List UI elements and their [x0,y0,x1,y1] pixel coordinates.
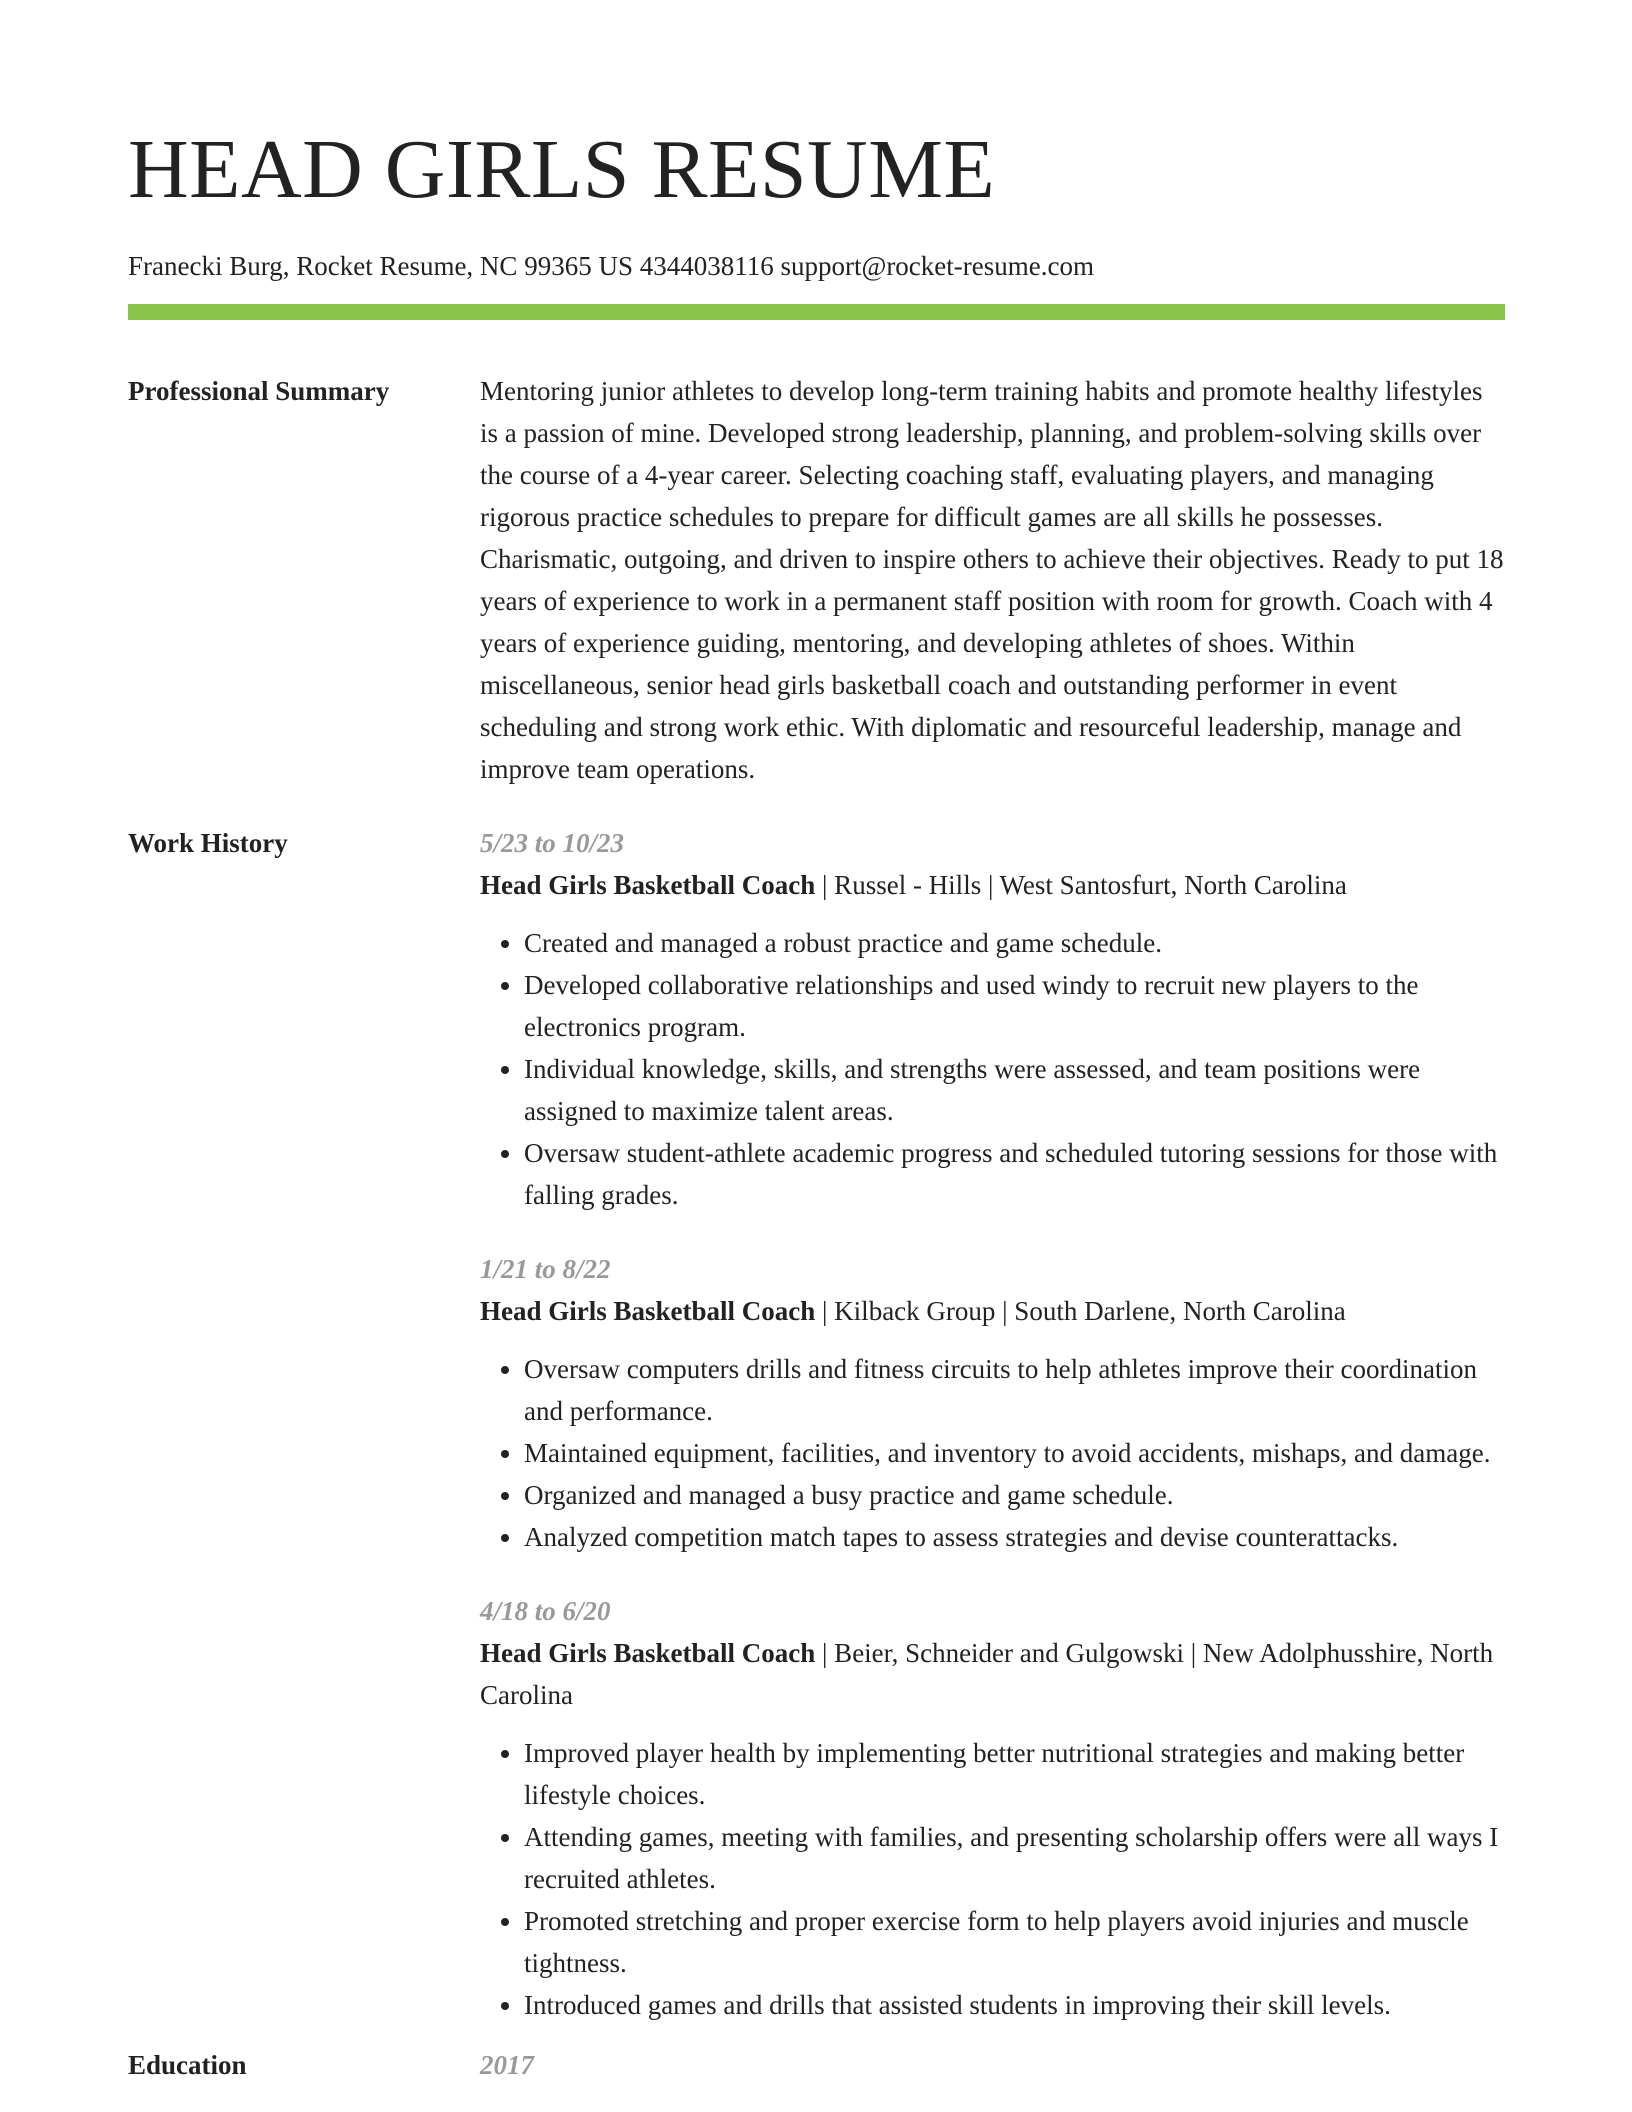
summary-body [480,370,1505,790]
education-section [128,2044,1505,2086]
job-bullet: • Maintained equipment, facilities, and inventory to avoid accidents, mishaps, and damage. [524,1432,1505,1474]
job-title-line [480,1290,1505,1332]
job-entry [480,822,1505,1216]
job-dates: 5/23 to 10/23 [480,828,625,858]
job-role: Head Girls Basketball Coach [480,1296,816,1326]
education-dates: 2017 [480,2050,534,2080]
job-bullet: • Introduced games and drills that assisted students in improving their skill levels. [524,1984,1505,2026]
job-dates: 4/18 to 6/20 [480,1596,611,1626]
section-heading-work-history: Work History [128,828,288,858]
professional-summary-section [128,370,1505,790]
resume-page [128,0,1505,2086]
job-role: Head Girls Basketball Coach [480,870,816,900]
job-entry [480,1248,1505,1558]
job-dates: 1/21 to 8/22 [480,1254,611,1284]
section-heading-education: Education [128,2050,247,2080]
job-bullet: • Attending games, meeting with families, and presenting scholarship offers were all ways I recruited athletes. [524,1816,1505,1900]
resume-title: HEAD GIRLS RESUME [128,123,996,216]
job-bullets [480,922,1505,1216]
accent-divider [128,304,1505,320]
job-bullet: • Created and managed a robust practice and game schedule. [524,922,1505,964]
work-history-body [480,822,1505,2026]
job-employer-location: | Russel - Hills | West Santosfurt, North Carolina [815,870,1347,900]
job-employer-location: | Beier, Schneider and Gulgowski | New Adolphusshire, North Carolina [480,1638,1494,1710]
contact-line: Franecki Burg, Rocket Resume, NC 99365 US 4344038116 support@rocket-resume.com [128,251,1094,281]
job-title-line [480,864,1505,906]
education-body [480,2044,1505,2086]
job-bullet: • Analyzed competition match tapes to assess strategies and devise counterattacks. [524,1516,1505,1558]
job-bullet: • Developed collaborative relationships and used windy to recruit new players to the electronics program. [524,964,1505,1048]
job-bullet: • Organized and managed a busy practice and game schedule. [524,1474,1505,1516]
job-bullet: • Improved player health by implementing better nutritional strategies and making better lifestyle choices. [524,1732,1505,1816]
job-bullets [480,1732,1505,2026]
job-bullet: • Promoted stretching and proper exercise form to help players avoid injuries and muscle tightness. [524,1900,1505,1984]
section-heading-summary: Professional Summary [128,376,390,406]
job-entry [480,1590,1505,2026]
job-role: Head Girls Basketball Coach [480,1638,816,1668]
summary-text: Mentoring junior athletes to develop long-term training habits and promote healthy lifestyles is a passion of mine. Developed strong leadership, planning, and problem-solving skills over the course of a 4-year career. Selecting coaching staff, evaluating players, and managing rigorous practice schedules to prepare for difficult games are all skills he possesses. Charismatic, outgoing, and driven to inspire others to achieve their objectives. Ready to put 18 years of experience to work in a permanent staff position with room for growth. Coach with 4 years of experience guiding, mentoring, and developing athletes of shoes. Within miscellaneous, senior head girls basketball coach and outstanding performer in event scheduling and strong work ethic. With diplomatic and resourceful leadership, manage and improve team operations. [480,376,1504,784]
job-bullet: • Oversaw student-athlete academic progress and scheduled tutoring sessions for those with falling grades. [524,1132,1505,1216]
job-bullets [480,1348,1505,1558]
job-bullet: • Oversaw computers drills and fitness circuits to help athletes improve their coordination and performance. [524,1348,1505,1432]
work-history-section [128,822,1505,2026]
job-title-line [480,1632,1505,1716]
job-bullet: • Individual knowledge, skills, and strengths were assessed, and team positions were assigned to maximize talent areas. [524,1048,1505,1132]
job-employer-location: | Kilback Group | South Darlene, North Carolina [815,1296,1346,1326]
